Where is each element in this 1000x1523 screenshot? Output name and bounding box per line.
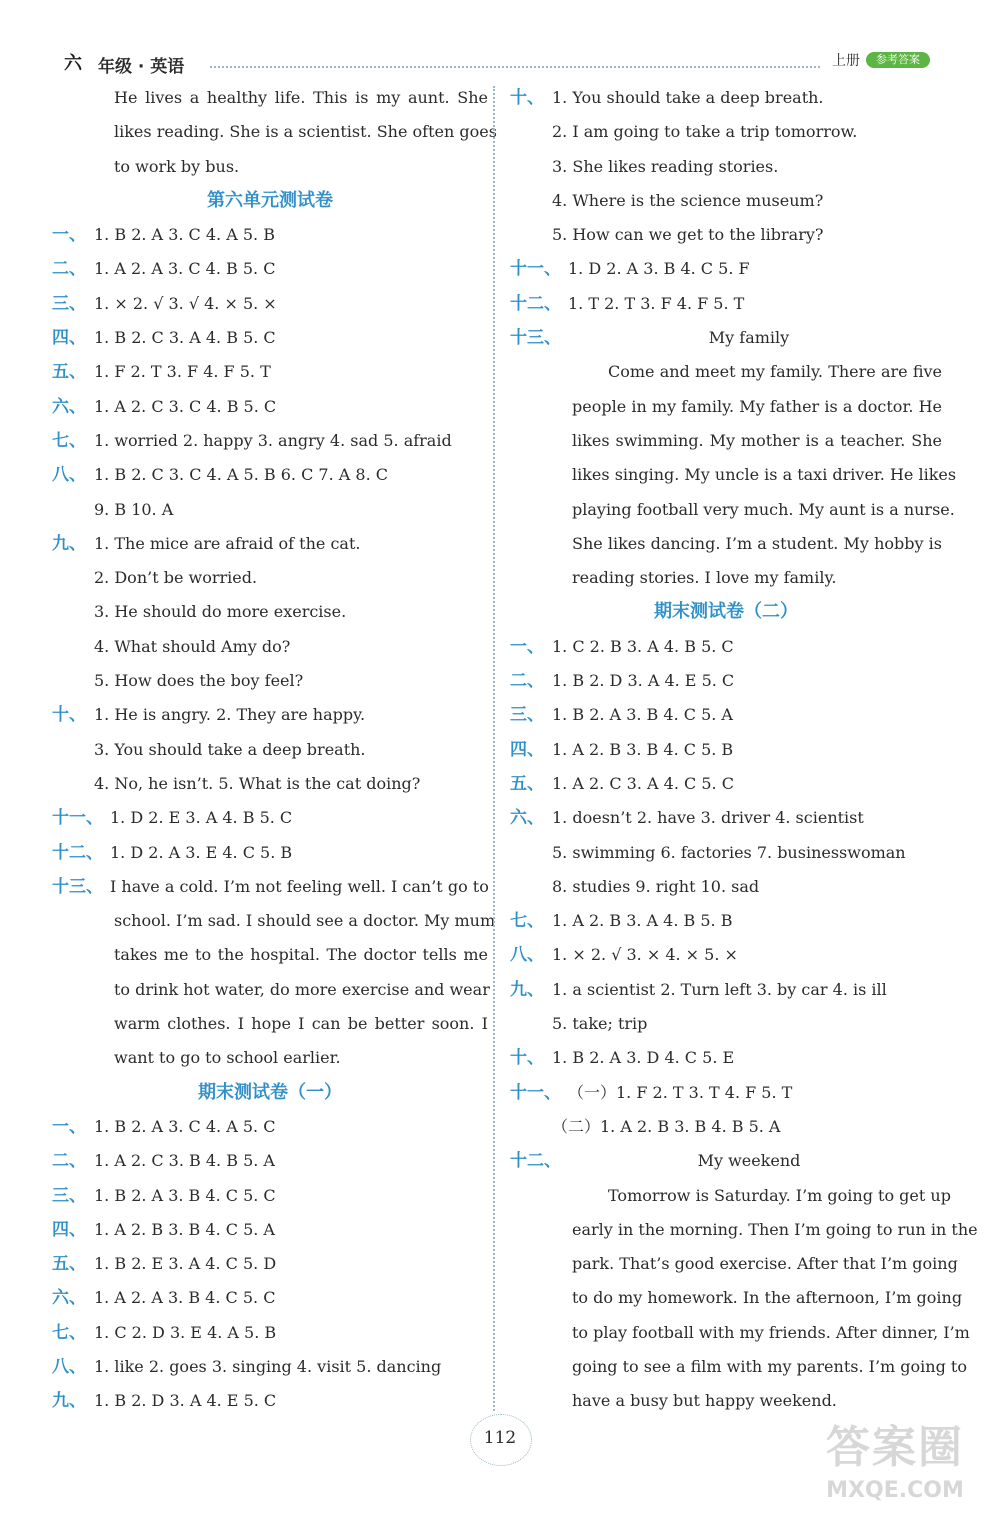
essay-line: likes singing. My uncle is a taxi driver. He likes	[572, 465, 957, 485]
answer-row	[52, 424, 488, 458]
answer-row	[52, 1316, 488, 1350]
section-title: 期末测试卷（一）	[198, 1081, 342, 1103]
answer-text: 1. B 2. A 3. B 4. C 5. A	[552, 705, 733, 725]
answer-row	[52, 1247, 488, 1281]
question-number: 三、	[52, 1185, 86, 1206]
essay-line: She likes dancing. I’m a student. My hobby is	[572, 533, 942, 553]
answer-row	[52, 870, 488, 904]
answer-continuation: （二）1. A 2. B 3. B 4. B 5. A	[552, 1116, 781, 1136]
question-number: 四、	[52, 328, 86, 349]
answer-text: 1. F 2. T 3. F 4. F 5. T	[94, 362, 271, 382]
answer-text: 1. T 2. T 3. F 4. F 5. T	[568, 293, 745, 313]
essay-line: to do my homework. In the afternoon, I’m going	[572, 1288, 963, 1308]
left-column	[52, 81, 497, 1419]
question-number: 四、	[510, 739, 544, 760]
answer-text: 1. A 2. C 3. C 4. B 5. C	[94, 396, 277, 416]
answer-text: 1. B 2. D 3. A 4. E 5. C	[552, 671, 735, 691]
question-number: 一、	[52, 1116, 86, 1137]
page-header	[0, 0, 1000, 80]
answer-row	[52, 1213, 488, 1247]
answer-row	[52, 1350, 488, 1384]
question-number: 三、	[52, 293, 86, 314]
answer-text: 1. A 2. A 3. C 4. B 5. C	[94, 259, 276, 279]
essay-line: likes swimming. My mother is a teacher. She	[572, 430, 942, 450]
answer-text: 1. A 2. C 3. A 4. C 5. C	[552, 773, 734, 793]
question-number: 二、	[510, 671, 544, 692]
answer-row	[510, 767, 942, 801]
essay-line: have a busy but happy weekend.	[572, 1391, 837, 1411]
answer-row	[52, 1179, 488, 1213]
essay-line: likes reading. She is a scientist. She often goes	[114, 122, 497, 142]
answer-row	[52, 218, 488, 252]
answer-row	[510, 1041, 942, 1075]
question-number: 四、	[52, 1219, 86, 1240]
answer-continuation: 4. What should Amy do?	[94, 636, 291, 656]
answer-row	[510, 938, 942, 972]
right-column	[510, 81, 978, 1419]
answer-row	[510, 733, 942, 767]
essay-line: going to see a film with my parents. I’m going to	[572, 1356, 967, 1376]
watermark-sub: MXQE.COM	[826, 1478, 964, 1503]
answer-text: 1. B 2. C 3. A 4. B 5. C	[94, 328, 276, 348]
column-divider	[493, 86, 495, 1411]
question-number: 十三、	[52, 876, 103, 897]
answer-text: My weekend	[697, 1151, 801, 1171]
answer-text: 1. × 2. √ 3. √ 4. × 5. ×	[94, 293, 277, 313]
grade-badge: 六	[64, 53, 82, 74]
section-title: 第六单元测试卷	[207, 189, 333, 211]
answer-text: 1. A 2. B 3. B 4. C 5. A	[94, 1219, 275, 1239]
watermark-logo	[800, 1420, 990, 1515]
essay-line: Tomorrow is Saturday. I’m going to get up	[608, 1185, 951, 1205]
answer-text: （一）1. F 2. T 3. T 4. F 5. T	[568, 1082, 793, 1102]
answer-text: 1. C 2. B 3. A 4. B 5. C	[552, 636, 734, 656]
answer-text: I have a cold. I’m not feeling well. I can’t go to	[110, 876, 489, 896]
question-number: 十二、	[510, 293, 561, 314]
essay-line: park. That’s good exercise. After that I’m going	[572, 1254, 958, 1274]
question-number: 二、	[52, 1151, 86, 1172]
answer-text: 1. A 2. B 3. B 4. C 5. B	[552, 739, 734, 759]
question-number: 十一、	[510, 1082, 561, 1103]
question-number: 十二、	[52, 842, 103, 863]
answer-text: 1. A 2. A 3. B 4. C 5. C	[94, 1288, 276, 1308]
question-number: 十、	[52, 705, 86, 726]
question-number: 五、	[52, 1254, 86, 1275]
answer-text: 1. B 2. A 3. B 4. C 5. C	[94, 1185, 276, 1205]
answer-row	[52, 1110, 488, 1144]
answer-continuation: 4. Where is the science museum?	[552, 190, 824, 210]
answer-row	[52, 355, 488, 389]
answer-text: My family	[708, 328, 790, 348]
question-number: 十、	[510, 1048, 544, 1069]
question-number: 十一、	[52, 808, 103, 829]
answer-row	[52, 1144, 488, 1178]
essay-line: early in the morning. Then I’m going to run in the	[572, 1219, 978, 1239]
answer-continuation: 8. studies 9. right 10. sad	[552, 876, 760, 896]
answer-text: 1. B 2. A 3. D 4. C 5. E	[552, 1048, 735, 1068]
section-title: 期末测试卷（二）	[654, 601, 798, 623]
answer-continuation: 9. B 10. A	[94, 499, 174, 519]
answer-text: 1. like 2. goes 3. singing 4. visit 5. dancing	[94, 1356, 442, 1376]
question-number: 十二、	[510, 1151, 561, 1172]
question-number: 七、	[52, 1322, 86, 1343]
answer-continuation: 5. How does the boy feel?	[94, 671, 304, 691]
answer-row	[52, 698, 488, 732]
question-number: 九、	[510, 979, 544, 1000]
grade-subject-label: 年级 · 英语	[98, 57, 185, 77]
answer-continuation: 4. No, he isn’t. 5. What is the cat doing?	[94, 773, 421, 793]
question-number: 十、	[510, 88, 544, 108]
answer-text: 1. worried 2. happy 3. angry 4. sad 5. afraid	[94, 430, 452, 450]
answer-row	[52, 390, 488, 424]
answer-row	[510, 287, 942, 321]
answer-text: 1. D 2. A 3. E 4. C 5. B	[110, 842, 293, 862]
question-number: 三、	[510, 705, 544, 726]
answer-row	[52, 252, 488, 286]
essay-line: playing football very much. My aunt is a nurse.	[572, 499, 955, 519]
answer-continuation: 5. take; trip	[552, 1014, 648, 1034]
answer-row	[52, 321, 488, 355]
question-number: 五、	[510, 773, 544, 794]
answer-row	[510, 252, 942, 286]
answer-row	[52, 1384, 488, 1418]
answer-continuation: 5. How can we get to the library?	[552, 225, 824, 245]
answer-text: 1. a scientist 2. Turn left 3. by car 4. is ill	[552, 979, 887, 999]
page-number: 112	[483, 1428, 517, 1448]
essay-line: to drink hot water, do more exercise and wear	[114, 979, 490, 999]
answer-row	[510, 630, 942, 664]
answer-continuation: 3. She likes reading stories.	[552, 156, 779, 176]
answer-row	[52, 1281, 488, 1315]
answer-text: 1. × 2. √ 3. × 4. × 5. ×	[552, 945, 738, 965]
question-number: 六、	[52, 396, 86, 417]
question-number: 八、	[52, 1356, 86, 1377]
question-number: 七、	[510, 911, 544, 932]
answer-continuation: 2. Don’t be worried.	[94, 568, 258, 588]
answer-row	[510, 973, 942, 1007]
answer-continuation: 3. He should do more exercise.	[94, 602, 347, 622]
question-number: 一、	[510, 636, 544, 657]
question-number: 六、	[52, 1288, 86, 1309]
answer-key-badge: 参考答案	[866, 52, 930, 68]
answer-text: 1. The mice are afraid of the cat.	[94, 533, 361, 553]
essay-line: people in my family. My father is a doctor. He	[572, 396, 942, 416]
question-number: 七、	[52, 430, 86, 451]
essay-line: to play football with my friends. After dinner, I’m	[572, 1322, 970, 1342]
answer-row	[510, 904, 942, 938]
answer-text: 1. B 2. D 3. A 4. E 5. C	[94, 1391, 277, 1411]
answer-row	[510, 81, 942, 115]
answer-text: 1. B 2. A 3. C 4. A 5. B	[94, 225, 275, 245]
question-number: 二、	[52, 259, 86, 280]
answer-text: 1. B 2. A 3. C 4. A 5. C	[94, 1116, 276, 1136]
answer-continuation: 5. swimming 6. factories 7. businesswoman	[552, 842, 906, 862]
answer-text: 1. C 2. D 3. E 4. A 5. B	[94, 1322, 277, 1342]
answer-row	[510, 801, 942, 835]
question-number: 八、	[510, 945, 544, 966]
answer-continuation: 2. I am going to take a trip tomorrow.	[552, 122, 858, 142]
watermark-main: 答案圈	[826, 1422, 964, 1473]
volume-label: 上册	[832, 53, 860, 69]
answer-continuation: 3. You should take a deep breath.	[94, 739, 366, 759]
essay-line: takes me to the hospital. The doctor tells me	[114, 945, 488, 965]
question-number: 八、	[52, 465, 86, 486]
header-divider	[210, 66, 820, 68]
answer-text: 1. D 2. A 3. B 4. C 5. F	[568, 259, 750, 279]
question-number: 九、	[52, 533, 86, 554]
question-number: 十一、	[510, 259, 561, 280]
answer-row	[52, 527, 488, 561]
question-number: 十三、	[510, 328, 561, 349]
answer-text: 1. D 2. E 3. A 4. B 5. C	[110, 808, 293, 828]
essay-line: He lives a healthy life. This is my aunt. She	[114, 88, 488, 107]
essay-line: want to go to school earlier.	[114, 1048, 341, 1068]
answer-row	[510, 321, 942, 355]
answer-row	[510, 1144, 942, 1178]
answer-text: 1. A 2. C 3. B 4. B 5. A	[94, 1151, 275, 1171]
answer-text: 1. He is angry. 2. They are happy.	[94, 705, 366, 725]
question-number: 九、	[52, 1391, 86, 1412]
answer-row	[52, 836, 488, 870]
essay-line: warm clothes. I hope I can be better soon. I	[114, 1014, 488, 1034]
answer-row	[52, 458, 488, 492]
answer-text: 1. doesn’t 2. have 3. driver 4. scientist	[552, 808, 864, 828]
answer-row	[52, 287, 488, 321]
question-number: 六、	[510, 808, 544, 829]
essay-line: Come and meet my family. There are five	[608, 362, 942, 382]
question-number: 五、	[52, 362, 86, 383]
answer-row	[52, 801, 488, 835]
essay-line: school. I’m sad. I should see a doctor. My mum	[114, 911, 496, 931]
answer-text: 1. You should take a deep breath.	[552, 88, 824, 107]
answer-text: 1. B 2. C 3. C 4. A 5. B 6. C 7. A 8. C	[94, 465, 389, 485]
answer-row	[510, 1076, 942, 1110]
question-number: 一、	[52, 225, 86, 246]
answer-row	[510, 664, 942, 698]
answer-text: 1. A 2. B 3. A 4. B 5. B	[552, 911, 733, 931]
essay-line: reading stories. I love my family.	[572, 568, 837, 588]
answer-text: 1. B 2. E 3. A 4. C 5. D	[94, 1254, 277, 1274]
essay-line: to work by bus.	[114, 156, 240, 176]
answer-row	[510, 698, 942, 732]
